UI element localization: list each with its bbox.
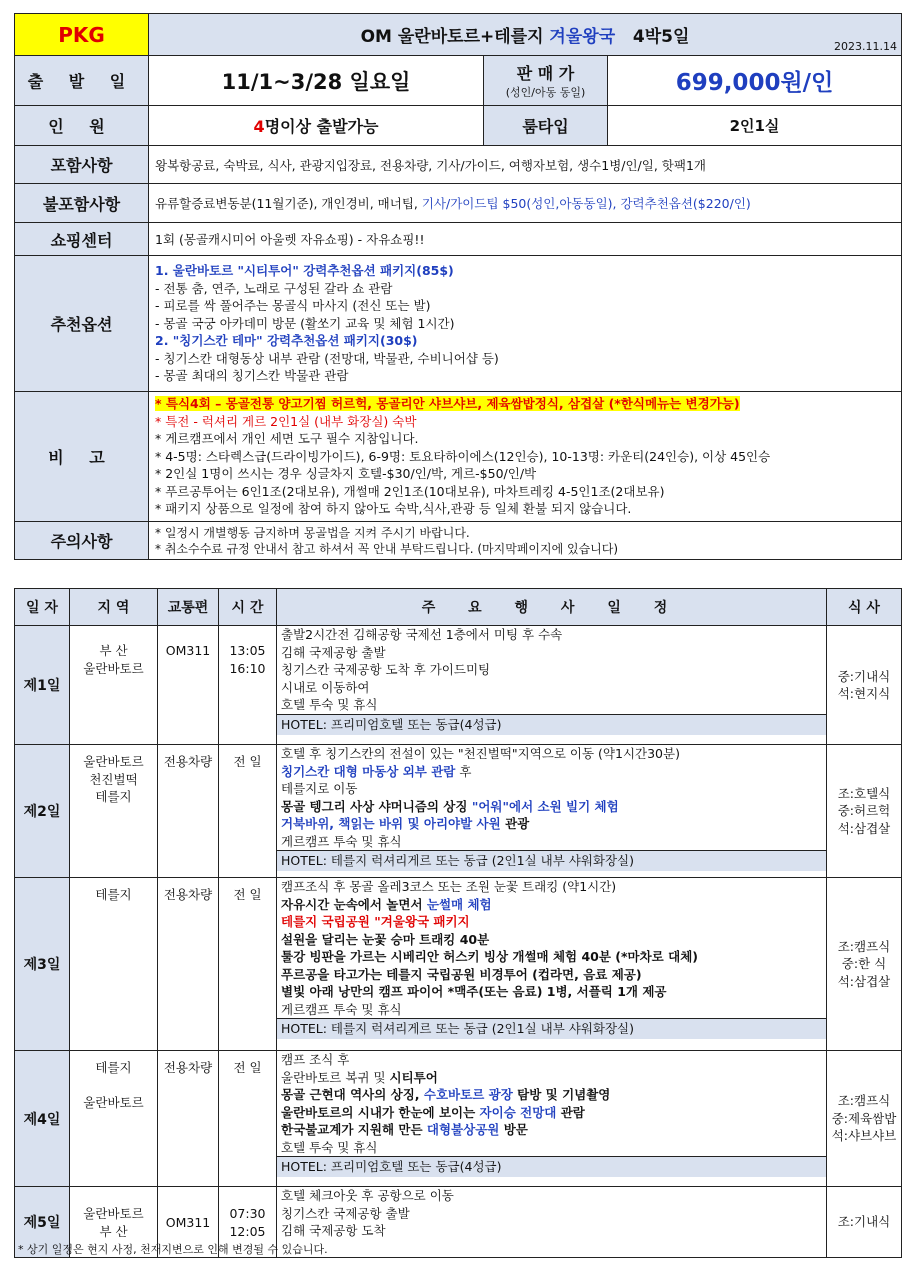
caution-item: * 일정시 개별행동 금지하며 몽골법을 지켜 주시기 바랍니다. [155, 525, 470, 540]
itinerary-table [14, 588, 902, 1258]
meals-cell [827, 878, 902, 1051]
day-label: 제4일 [15, 1051, 70, 1187]
remarks-highlight: * 특식4회 – 몽골전통 양고기찜 허르헉, 몽골리안 샤브샤브, 제육쌈밥정식, 삼겹살 (*한식메뉴는 변경가능) [155, 396, 740, 412]
event-line [277, 780, 826, 798]
event-text: 울란바토르 복귀 및 [281, 1069, 390, 1085]
meal-item: 조:호텔식 [837, 785, 891, 801]
event-text: 몽골 근현대 역사의 상징, [281, 1087, 424, 1102]
meal-item: 중:허르헉 [837, 803, 891, 819]
remark-item: * 2인실 1명이 쓰시는 경우 싱글차지 호텔-$30/인/박, 게르-$50/인/박 [155, 466, 537, 482]
meal-item: 조:기내식 [837, 1214, 891, 1230]
meal-item: 석:현지식 [837, 686, 891, 701]
meals-cell [827, 1187, 902, 1258]
meal-item: 조:캠프식 [837, 938, 891, 954]
event-text: 관광 [500, 816, 530, 831]
excluded-label: 불포함사항 [15, 184, 149, 223]
time-value: 13:05 [229, 643, 266, 658]
option-item: - 전통 춤, 연주, 노래로 구성된 갈라 쇼 관람 [155, 280, 393, 296]
region-name: 테를지 [95, 887, 132, 902]
hotel-info: HOTEL: 테를지 럭셔리게르 또는 동급 (2인1실 내부 샤워화장실) [277, 1018, 826, 1039]
transport-cell: 전용차량 [158, 1051, 219, 1187]
time-cell [219, 626, 277, 745]
package-title: OM 울란바토르+테를지 겨울왕국 4박5일 2023.11.14 [149, 14, 902, 56]
itinerary-day-row [15, 626, 902, 745]
event-text: 탐방 및 기념촬영 [512, 1087, 611, 1102]
meal-item: 조:캠프식 [837, 1093, 891, 1109]
remark-item: * 푸르공투어는 6인1조(2대보유), 개썰매 2인1조(10대보유), 마차트레킹 4-5인1조(2대보유) [155, 483, 665, 499]
transport-cell: 전용차량 [158, 878, 219, 1051]
event-line [277, 983, 826, 1001]
option-item: - 칭기스칸 대형동상 내부 관람 (전망대, 박물관, 수비니어샵 등) [155, 350, 499, 366]
included-label: 포함사항 [15, 146, 149, 184]
option-item: - 몽골 국궁 아카데미 방문 (활쏘기 교육 및 체험 1시간) [155, 315, 455, 331]
event-text: 캠프 조식 후 [281, 1052, 350, 1067]
region-name: 부 산 [99, 1223, 128, 1239]
option-2-list [155, 350, 895, 385]
event-text: 출발2시간전 김해공항 국제선 1층에서 미팅 후 수속 [281, 627, 563, 642]
meals-cell [827, 1051, 902, 1187]
itinerary-header-cell: 교통편 [158, 589, 219, 626]
remarks-special: * 특전 - 럭셔리 게르 2인1실 (내부 화장실) 숙박 [155, 413, 417, 429]
itinerary-day-row [15, 745, 902, 878]
event-line [277, 1121, 826, 1139]
events-cell [277, 878, 827, 1051]
meal-item: 중:기내식 [837, 668, 891, 684]
region-name: 울란바토르 [83, 1206, 144, 1221]
options-label: 추천옵션 [15, 256, 149, 392]
issue-date: 2023.11.14 [834, 40, 897, 53]
event-text: 푸르공을 타고가는 테를지 국립공원 비경투어 (컵라면, 음료 제공) [281, 966, 642, 982]
region-name: 천진벌떡 [89, 771, 138, 787]
day-label: 제3일 [15, 878, 70, 1051]
excluded-value: 유류할증료변동분(11월기준), 개인경비, 매너팁, 기사/가이드팁 $50(성인,아동동일), 강력추천옵션($220/인) [149, 184, 902, 223]
region-name: 부 산 [99, 643, 128, 658]
event-line [277, 679, 826, 697]
meal-item: 석:삼겹살 [837, 973, 891, 989]
event-text: 툴강 빙판을 가르는 시베리안 허스키 빙상 개썰매 체험 40분 (*마차로 대체) [281, 949, 698, 964]
meals-cell [827, 626, 902, 745]
event-text: 칭기스칸 국제공항 도착 후 가이드미팅 [281, 662, 491, 677]
region-cell [70, 626, 158, 745]
event-text: 눈썰매 체험 [426, 896, 492, 912]
events-cell [277, 1187, 827, 1258]
event-text: 몽골 텡그리 사상 샤머니즘의 상징 [281, 798, 472, 814]
caution-item: * 취소수수료 규정 안내서 참고 하셔서 꼭 안내 부탁드립니다. (마지막페이지에 있습니다) [155, 541, 619, 556]
price-label-cell: 판 매 가 (성인/아동 동일) [484, 56, 608, 106]
event-text: 게르캠프 투숙 및 휴식 [281, 833, 402, 849]
caution-label: 주의사항 [15, 522, 149, 560]
event-text: 후 [455, 763, 472, 779]
itinerary-header-row [15, 589, 902, 626]
price-value: 699,000원/인 [608, 56, 902, 106]
remarks-value [149, 392, 902, 522]
itinerary-day-row [15, 1051, 902, 1187]
event-line [277, 763, 826, 781]
meal-item: 석:샤브샤브 [831, 1128, 897, 1144]
itinerary-header-cell: 지 역 [70, 589, 158, 626]
event-line [277, 1069, 826, 1087]
remarks-list [155, 430, 895, 518]
option-item: - 몽골 최대의 칭기스칸 박물관 관람 [155, 368, 349, 384]
event-line [277, 931, 826, 949]
region-name: 테를지 [95, 789, 132, 804]
time-value: 07:30 [229, 1206, 266, 1221]
region-name: 울란바토르 [83, 660, 144, 676]
transport-cell: 전용차량 [158, 745, 219, 878]
event-line [277, 896, 826, 914]
event-line [277, 1205, 826, 1223]
transport-cell: OM311 [158, 1187, 219, 1258]
event-line [277, 1104, 826, 1122]
event-text: 호텔 후 칭기스칸의 전설이 있는 "천진벌떡"지역으로 이동 (약1시간30분) [281, 746, 680, 761]
event-text: 시내로 이동하여 [281, 679, 370, 695]
event-text: 한국불교계가 지원해 만든 [281, 1122, 427, 1137]
event-text: 자유시간 눈속에서 놀면서 [281, 896, 427, 912]
event-line [277, 798, 826, 816]
event-text: 칭기스칸 대형 마동상 외부 관람 [281, 763, 456, 779]
people-value: 4명이상 출발가능 [149, 106, 484, 146]
itinerary-footnote: * 상기 일정은 현지 사정, 천재지변으로 인해 변경될 수 있습니다. [18, 1243, 328, 1256]
meal-item: 중:제육쌈밥 [831, 1110, 897, 1126]
meals-cell [827, 745, 902, 878]
departure-value: 11/1~3/28 일요일 [149, 56, 484, 106]
event-line [277, 644, 826, 662]
time-value: 전 일 [233, 1060, 262, 1075]
included-value: 왕복항공료, 숙박료, 식사, 관광지입장료, 전용차량, 기사/가이드, 여행자보험, 생수1병/인/일, 핫팩1개 [149, 146, 902, 184]
region-cell [70, 1051, 158, 1187]
itinerary-header-cell: 식 사 [827, 589, 902, 626]
event-text: 김해 국제공항 도착 [281, 1223, 386, 1238]
event-line [277, 966, 826, 984]
event-line [277, 626, 826, 644]
event-text: 설원을 달리는 눈꽃 승마 트래킹 40분 [281, 931, 490, 947]
event-line [277, 1222, 826, 1240]
time-cell [219, 745, 277, 878]
event-text: 호텔 투숙 및 휴식 [281, 1139, 378, 1155]
event-line [277, 878, 826, 896]
event-text: 자이승 전망대 [479, 1104, 557, 1120]
transport-cell: OM311 [158, 626, 219, 745]
time-value: 전 일 [233, 754, 262, 769]
departure-label: 출 발 일 [15, 56, 149, 106]
option-1-list [155, 280, 895, 333]
event-line [277, 815, 826, 833]
region-name: 울란바토르 [83, 754, 144, 769]
event-text: 캠프조식 후 몽골 올레3코스 또는 조원 눈꽃 트래킹 (약1시간) [281, 879, 617, 894]
option-item: - 피로를 싹 풀어주는 몽골식 마사지 (전신 또는 발) [155, 298, 431, 314]
event-line [277, 696, 826, 714]
region-name [70, 1077, 157, 1095]
event-text: 수호바토르 광장 [423, 1087, 513, 1102]
event-text: 테를지 국립공원 "겨울왕국 패키지 [281, 914, 470, 929]
shopping-value: 1회 (몽골캐시미어 아울렛 자유쇼핑) - 자유쇼핑!! [149, 223, 902, 256]
options-value [149, 256, 902, 392]
meal-item: 중:한 식 [841, 956, 887, 972]
event-text: 호텔 투숙 및 휴식 [281, 697, 378, 712]
time-cell [219, 878, 277, 1051]
option-1-title: 1. 울란바토르 "시티투어" 강력추천옵션 패키지(85$) [155, 263, 454, 279]
event-line [277, 1001, 826, 1019]
event-text: 별빛 아래 낭만의 캠프 파이어 *맥주(또는 음료) 1병, 서플릭 1개 제공 [281, 984, 667, 999]
event-line [277, 661, 826, 679]
events-cell [277, 1051, 827, 1187]
day-label: 제1일 [15, 626, 70, 745]
itinerary-day-row [15, 878, 902, 1051]
people-label: 인 원 [15, 106, 149, 146]
event-text: 대형불상공원 [426, 1122, 500, 1137]
time-value: 16:10 [229, 660, 266, 676]
event-text: 관람 [556, 1104, 585, 1120]
hotel-info: HOTEL: 테를지 럭셔리게르 또는 동급 (2인1실 내부 샤워화장실) [277, 850, 826, 871]
event-text: "어워"에서 소원 빌기 체험 [471, 798, 619, 814]
event-line [277, 1086, 826, 1104]
itinerary-header-cell: 시 간 [219, 589, 277, 626]
remark-item: * 패키지 상품으로 일정에 참여 하지 않아도 숙박,식사,관광 등 일체 환불 되지 않습니다. [155, 501, 632, 517]
room-value: 2인1실 [608, 106, 902, 146]
caution-value [149, 522, 902, 560]
option-2-title: 2. "칭기스칸 테마" 강력추천옵션 패키지(30$) [155, 333, 418, 349]
hotel-info: HOTEL: 프리미엄호텔 또는 동급(4성급) [277, 714, 826, 735]
room-label: 룸타입 [484, 106, 608, 146]
region-name: 테를지 [95, 1060, 132, 1075]
event-text: 울란바토르의 시내가 한눈에 보이는 [281, 1104, 480, 1120]
meal-item: 석:삼겹살 [837, 820, 891, 836]
event-line [277, 745, 826, 763]
event-text: 칭기스칸 국제공항 출발 [281, 1205, 410, 1221]
event-line [277, 913, 826, 931]
caution-list [155, 525, 895, 557]
event-text: 시티투어 [389, 1069, 438, 1085]
event-text: 방문 [499, 1122, 528, 1137]
remarks-label: 비 고 [15, 392, 149, 522]
event-text: 김해 국제공항 출발 [281, 644, 386, 660]
itinerary-header-cell: 주 요 행 사 일 정 [277, 589, 827, 626]
time-value: 전 일 [233, 887, 262, 902]
event-text: 테를지로 이동 [281, 781, 358, 796]
time-value: 12:05 [229, 1223, 266, 1239]
time-cell [219, 1051, 277, 1187]
pkg-badge: PKG [15, 14, 149, 56]
event-text: 거북바위, 책읽는 바위 및 아리야발 사원 [281, 816, 501, 831]
events-cell [277, 745, 827, 878]
day-label: 제5일 [15, 1187, 70, 1258]
event-text: 호텔 체크아웃 후 공항으로 이동 [281, 1188, 454, 1203]
remark-item: * 게르캠프에서 개인 세면 도구 필수 지참입니다. [155, 431, 419, 447]
event-line [277, 833, 826, 851]
region-name: 울란바토르 [83, 1095, 144, 1110]
event-line [277, 1051, 826, 1069]
events-cell [277, 626, 827, 745]
region-cell [70, 745, 158, 878]
region-cell [70, 878, 158, 1051]
day-label: 제2일 [15, 745, 70, 878]
hotel-info: HOTEL: 프리미엄호텔 또는 동급(4성급) [277, 1156, 826, 1177]
event-line [277, 948, 826, 966]
remark-item: * 4-5명: 스타렉스급(드라이빙가이드), 6-9명: 토요타하이에스(12인승), 10-13명: 카운티(24인승), 이상 45인승 [155, 448, 771, 464]
event-text: 게르캠프 투숙 및 휴식 [281, 1001, 402, 1017]
shopping-label: 쇼핑센터 [15, 223, 149, 256]
event-line [277, 1187, 826, 1205]
event-line [277, 1139, 826, 1157]
itinerary-header-cell: 일 자 [15, 589, 70, 626]
summary-table [14, 13, 902, 560]
